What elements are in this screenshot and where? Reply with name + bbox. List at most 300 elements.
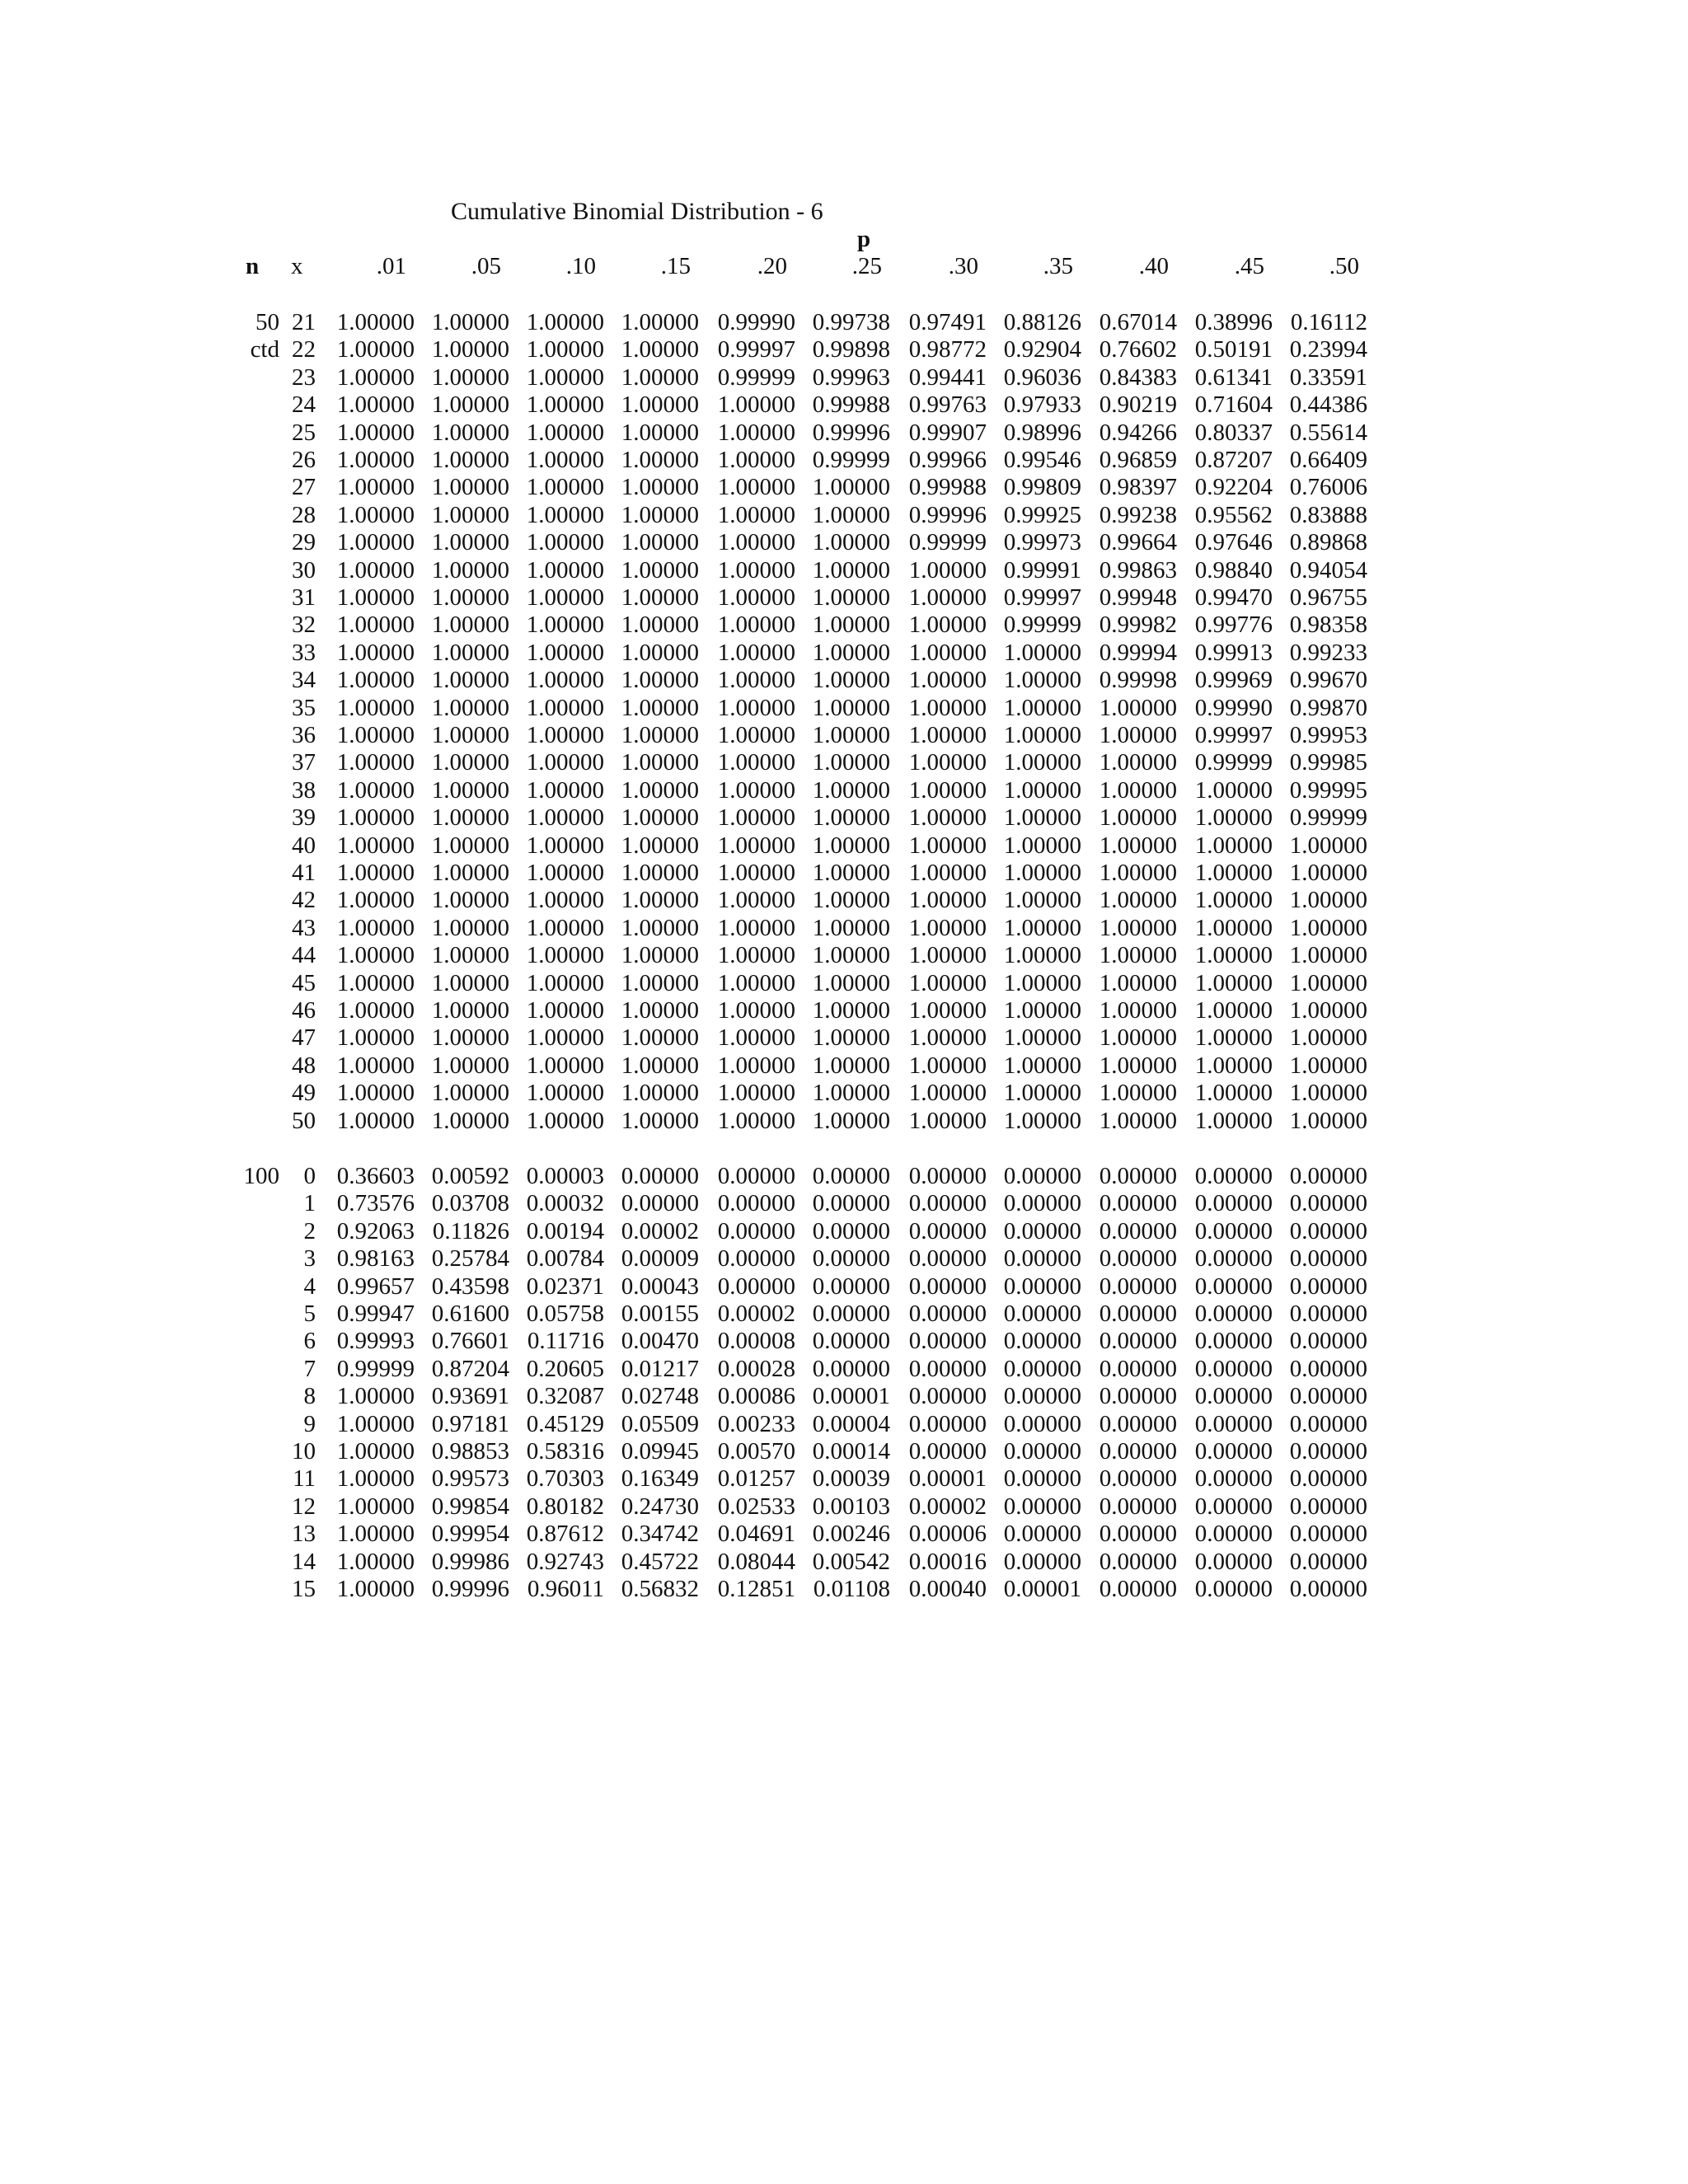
table-cell: 1.00000 (1099, 722, 1177, 748)
table-cell: 0.88126 (1003, 309, 1081, 335)
table-cell: 0.00000 (908, 1301, 987, 1327)
p-value-header: .30 (948, 253, 978, 279)
table-cell: 0.00103 (812, 1493, 890, 1520)
table-cell: 0.61600 (431, 1301, 509, 1327)
x-value: 1 (303, 1190, 316, 1217)
table-cell: 0.00000 (1289, 1493, 1367, 1520)
x-value: 37 (292, 749, 316, 776)
table-cell: 1.00000 (621, 887, 699, 914)
table-cell: 1.00000 (526, 887, 604, 914)
table-cell: 1.00000 (812, 804, 890, 832)
table-cell: 1.00000 (526, 776, 604, 804)
page-title: Cumulative Binomial Distribution - 6 (451, 198, 823, 225)
table-cell: 1.00000 (431, 501, 509, 528)
table-cell: 0.32087 (526, 1383, 604, 1410)
table-cell: 1.00000 (812, 1107, 890, 1134)
table-cell: 1.00000 (812, 667, 890, 694)
table-cell: 1.00000 (431, 722, 509, 748)
table-cell: 1.00000 (717, 914, 795, 941)
table-cell: 0.87207 (1194, 447, 1273, 473)
table-cell: 1.00000 (336, 1410, 415, 1437)
table-cell: 0.70303 (526, 1465, 604, 1493)
table-cell: 0.99993 (336, 1328, 415, 1355)
table-cell: 1.00000 (336, 612, 415, 639)
table-cell: 1.00000 (336, 1465, 415, 1493)
p-value-header: .50 (1329, 253, 1359, 279)
table-cell: 0.00000 (1289, 1355, 1367, 1382)
table-cell: 1.00000 (908, 942, 987, 969)
table-cell: 0.33591 (1289, 363, 1367, 391)
table-cell: 0.00000 (908, 1163, 987, 1189)
table-cell: 0.99999 (1194, 749, 1273, 776)
table-cell: 0.00000 (908, 1355, 987, 1382)
table-cell: 0.99999 (1289, 804, 1367, 832)
table-cell: 1.00000 (1194, 832, 1273, 859)
table-cell: 0.00000 (1289, 1438, 1367, 1465)
table-cell: 1.00000 (621, 722, 699, 748)
table-cell: 1.00000 (717, 556, 795, 583)
x-column-header: x (291, 253, 303, 279)
table-cell: 0.76602 (1099, 336, 1177, 363)
table-cell: 1.00000 (336, 914, 415, 941)
table-cell: 1.00000 (1003, 887, 1081, 914)
table-cell: 0.99988 (812, 391, 890, 419)
table-cell: 0.00000 (1003, 1465, 1081, 1493)
table-cell: 0.00000 (1289, 1301, 1367, 1327)
table-cell: 1.00000 (812, 969, 890, 996)
table-cell: 0.99985 (1289, 749, 1367, 776)
table-cell: 0.99991 (1003, 556, 1081, 583)
table-cell: 0.00009 (621, 1245, 699, 1272)
table-cell: 1.00000 (908, 1024, 987, 1052)
table-cell: 1.00000 (717, 419, 795, 446)
table-cell: 0.00000 (1099, 1493, 1177, 1520)
table-cell: 1.00000 (908, 887, 987, 914)
table-cell: 0.94266 (1099, 419, 1177, 446)
table-cell: 0.99982 (1099, 612, 1177, 639)
table-cell: 1.00000 (1003, 639, 1081, 666)
table-cell: 0.00000 (1289, 1576, 1367, 1602)
table-cell: 0.00040 (908, 1576, 987, 1602)
table-cell: 0.00000 (1003, 1301, 1081, 1327)
table-cell: 1.00000 (431, 584, 509, 611)
table-cell: 1.00000 (526, 832, 604, 859)
x-value: 38 (292, 776, 316, 804)
table-cell: 1.00000 (717, 1080, 795, 1107)
table-cell: 0.99973 (1003, 529, 1081, 556)
table-cell: 0.99870 (1289, 694, 1367, 721)
table-cell: 1.00000 (431, 1024, 509, 1052)
table-cell: 0.99854 (431, 1493, 509, 1520)
table-cell: 1.00000 (526, 419, 604, 446)
table-cell: 0.38996 (1194, 309, 1273, 335)
x-value: 49 (292, 1080, 316, 1107)
table-cell: 1.00000 (908, 667, 987, 694)
table-cell: 1.00000 (526, 860, 604, 886)
table-cell: 0.02748 (621, 1383, 699, 1410)
table-cell: 0.99898 (812, 336, 890, 363)
table-cell: 1.00000 (621, 667, 699, 694)
table-cell: 0.99954 (431, 1521, 509, 1548)
table-cell: 0.50191 (1194, 336, 1273, 363)
table-cell: 1.00000 (1099, 804, 1177, 832)
table-cell: 0.92904 (1003, 336, 1081, 363)
table-cell: 0.00000 (812, 1328, 890, 1355)
table-cell: 1.00000 (526, 501, 604, 528)
table-cell: 1.00000 (1289, 1107, 1367, 1134)
table-cell: 0.12851 (717, 1576, 795, 1602)
table-cell: 1.00000 (908, 997, 987, 1024)
table-cell: 1.00000 (621, 914, 699, 941)
table-cell: 0.99925 (1003, 501, 1081, 528)
table-cell: 0.00000 (1194, 1521, 1273, 1548)
table-cell: 1.00000 (1003, 667, 1081, 694)
table-cell: 0.00000 (717, 1190, 795, 1217)
table-cell: 0.00000 (908, 1438, 987, 1465)
table-cell: 0.00000 (1194, 1301, 1273, 1327)
table-cell: 0.00000 (1003, 1548, 1081, 1575)
table-cell: 0.99953 (1289, 722, 1367, 748)
table-cell: 0.80337 (1194, 419, 1273, 446)
table-cell: 0.87612 (526, 1521, 604, 1548)
table-cell: 1.00000 (812, 529, 890, 556)
table-cell: 0.00000 (1099, 1163, 1177, 1189)
table-cell: 1.00000 (1289, 887, 1367, 914)
table-cell: 0.00000 (1003, 1438, 1081, 1465)
table-cell: 1.00000 (526, 336, 604, 363)
table-cell: 1.00000 (526, 447, 604, 473)
x-value: 10 (292, 1438, 316, 1465)
table-cell: 1.00000 (336, 1080, 415, 1107)
p-value-header: .45 (1234, 253, 1264, 279)
table-cell: 1.00000 (1099, 776, 1177, 804)
table-cell: 0.00000 (1099, 1190, 1177, 1217)
table-cell: 0.99969 (1194, 667, 1273, 694)
table-cell: 1.00000 (1289, 1080, 1367, 1107)
table-cell: 0.00000 (1289, 1163, 1367, 1189)
table-cell: 0.00000 (1099, 1301, 1177, 1327)
table-cell: 0.00000 (1003, 1521, 1081, 1548)
x-value: 11 (293, 1465, 316, 1493)
table-cell: 0.98996 (1003, 419, 1081, 446)
table-cell: 0.45129 (526, 1410, 604, 1437)
table-cell: 0.00002 (621, 1217, 699, 1244)
table-cell: 1.00000 (621, 969, 699, 996)
x-value: 28 (292, 501, 316, 528)
table-cell: 1.00000 (812, 722, 890, 748)
table-cell: 1.00000 (336, 556, 415, 583)
table-cell: 1.00000 (908, 969, 987, 996)
table-cell: 0.99913 (1194, 639, 1273, 666)
table-cell: 0.00000 (1003, 1355, 1081, 1382)
table-cell: 0.00000 (1003, 1245, 1081, 1272)
table-cell: 1.00000 (1194, 776, 1273, 804)
table-cell: 0.00001 (1003, 1576, 1081, 1602)
table-cell: 1.00000 (1003, 1080, 1081, 1107)
table-cell: 0.99996 (812, 419, 890, 446)
table-cell: 0.00032 (526, 1190, 604, 1217)
table-cell: 0.00000 (1289, 1217, 1367, 1244)
table-cell: 1.00000 (621, 363, 699, 391)
table-cell: 0.99657 (336, 1272, 415, 1300)
table-cell: 1.00000 (812, 501, 890, 528)
table-cell: 1.00000 (717, 529, 795, 556)
x-value: 23 (292, 363, 316, 391)
table-cell: 1.00000 (431, 336, 509, 363)
table-cell: 1.00000 (526, 584, 604, 611)
table-cell: 0.67014 (1099, 309, 1177, 335)
table-cell: 0.00000 (717, 1217, 795, 1244)
table-cell: 1.00000 (336, 694, 415, 721)
table-cell: 0.00086 (717, 1383, 795, 1410)
table-cell: 1.00000 (431, 529, 509, 556)
table-cell: 0.99996 (431, 1576, 509, 1602)
table-cell: 0.97646 (1194, 529, 1273, 556)
x-value: 0 (303, 1163, 316, 1189)
table-cell: 1.00000 (908, 776, 987, 804)
table-cell: 1.00000 (1003, 832, 1081, 859)
table-cell: 1.00000 (908, 556, 987, 583)
table-cell: 0.73576 (336, 1190, 415, 1217)
table-cell: 1.00000 (717, 667, 795, 694)
table-cell: 1.00000 (908, 1052, 987, 1079)
table-cell: 1.00000 (431, 447, 509, 473)
table-cell: 0.00000 (812, 1245, 890, 1272)
table-cell: 1.00000 (526, 804, 604, 832)
table-cell: 1.00000 (526, 749, 604, 776)
table-cell: 0.58316 (526, 1438, 604, 1465)
table-cell: 0.00000 (1099, 1438, 1177, 1465)
table-cell: 1.00000 (336, 309, 415, 335)
table-cell: 1.00000 (431, 804, 509, 832)
table-cell: 1.00000 (717, 1107, 795, 1134)
table-cell: 0.08044 (717, 1548, 795, 1575)
table-cell: 1.00000 (621, 749, 699, 776)
table-cell: 0.98840 (1194, 556, 1273, 583)
p-value-header: .25 (851, 253, 882, 279)
table-cell: 0.00000 (1289, 1383, 1367, 1410)
table-cell: 0.00003 (526, 1163, 604, 1189)
table-cell: 1.00000 (336, 1548, 415, 1575)
table-cell: 1.00000 (717, 749, 795, 776)
x-value: 8 (303, 1383, 316, 1410)
table-cell: 0.97181 (431, 1410, 509, 1437)
table-cell: 0.00000 (812, 1272, 890, 1300)
table-cell: 0.99738 (812, 309, 890, 335)
table-cell: 1.00000 (1194, 997, 1273, 1024)
table-cell: 0.00000 (1194, 1272, 1273, 1300)
table-cell: 1.00000 (908, 1080, 987, 1107)
table-cell: 1.00000 (908, 804, 987, 832)
table-cell: 1.00000 (908, 860, 987, 886)
table-cell: 0.02533 (717, 1493, 795, 1520)
table-cell: 0.00000 (621, 1190, 699, 1217)
table-cell: 1.00000 (908, 639, 987, 666)
table-cell: 0.80182 (526, 1493, 604, 1520)
table-cell: 0.00000 (1289, 1272, 1367, 1300)
table-cell: 1.00000 (336, 1107, 415, 1134)
table-cell: 1.00000 (1003, 722, 1081, 748)
x-value: 43 (292, 914, 316, 941)
table-cell: 0.99470 (1194, 584, 1273, 611)
x-value: 40 (292, 832, 316, 859)
table-cell: 0.00000 (1194, 1383, 1273, 1410)
table-cell: 0.99999 (812, 447, 890, 473)
x-value: 15 (292, 1576, 316, 1602)
table-cell: 1.00000 (717, 639, 795, 666)
table-cell: 1.00000 (431, 556, 509, 583)
table-cell: 0.00004 (812, 1410, 890, 1437)
table-cell: 1.00000 (1289, 1052, 1367, 1079)
table-cell: 0.00000 (621, 1163, 699, 1189)
table-cell: 1.00000 (526, 1107, 604, 1134)
table-cell: 0.00194 (526, 1217, 604, 1244)
table-cell: 1.00000 (621, 1024, 699, 1052)
table-cell: 1.00000 (431, 1107, 509, 1134)
x-value: 34 (292, 667, 316, 694)
table-cell: 1.00000 (431, 1080, 509, 1107)
table-cell: 0.99776 (1194, 612, 1273, 639)
table-cell: 1.00000 (812, 1052, 890, 1079)
table-cell: 1.00000 (621, 584, 699, 611)
table-cell: 1.00000 (717, 612, 795, 639)
table-cell: 0.00000 (1289, 1328, 1367, 1355)
table-cell: 0.00233 (717, 1410, 795, 1437)
table-cell: 1.00000 (526, 942, 604, 969)
table-cell: 0.99999 (1003, 612, 1081, 639)
table-cell: 0.99999 (336, 1355, 415, 1382)
table-cell: 1.00000 (812, 556, 890, 583)
table-cell: 1.00000 (717, 474, 795, 501)
table-cell: 1.00000 (1194, 1107, 1273, 1134)
table-cell: 0.96755 (1289, 584, 1367, 611)
table-cell: 1.00000 (621, 776, 699, 804)
table-cell: 0.98163 (336, 1245, 415, 1272)
table-cell: 1.00000 (812, 474, 890, 501)
table-cell: 1.00000 (336, 474, 415, 501)
table-cell: 1.00000 (621, 529, 699, 556)
table-cell: 0.98853 (431, 1438, 509, 1465)
table-cell: 1.00000 (812, 914, 890, 941)
table-cell: 1.00000 (812, 749, 890, 776)
table-cell: 0.99907 (908, 419, 987, 446)
table-cell: 0.87204 (431, 1355, 509, 1382)
table-cell: 0.97933 (1003, 391, 1081, 419)
table-cell: 1.00000 (1194, 1080, 1273, 1107)
x-value: 48 (292, 1052, 316, 1079)
table-cell: 0.00000 (717, 1272, 795, 1300)
table-cell: 1.00000 (812, 584, 890, 611)
table-cell: 1.00000 (336, 887, 415, 914)
table-cell: 1.00000 (908, 612, 987, 639)
table-cell: 0.99546 (1003, 447, 1081, 473)
table-cell: 1.00000 (717, 887, 795, 914)
table-cell: 1.00000 (431, 309, 509, 335)
table-cell: 0.98772 (908, 336, 987, 363)
table-cell: 0.71604 (1194, 391, 1273, 419)
table-cell: 1.00000 (717, 584, 795, 611)
x-value: 24 (292, 391, 316, 419)
table-cell: 1.00000 (621, 804, 699, 832)
table-cell: 0.99238 (1099, 501, 1177, 528)
table-cell: 0.00000 (1194, 1217, 1273, 1244)
table-cell: 0.00000 (1099, 1217, 1177, 1244)
table-cell: 1.00000 (621, 832, 699, 859)
table-cell: 0.00000 (717, 1163, 795, 1189)
table-cell: 1.00000 (526, 1024, 604, 1052)
table-cell: 0.00001 (908, 1465, 987, 1493)
x-value: 33 (292, 639, 316, 666)
x-value: 45 (292, 969, 316, 996)
table-cell: 0.00000 (1003, 1190, 1081, 1217)
table-cell: 0.99670 (1289, 667, 1367, 694)
x-value: 39 (292, 804, 316, 832)
table-cell: 1.00000 (908, 1107, 987, 1134)
table-cell: 1.00000 (1194, 1052, 1273, 1079)
table-cell: 1.00000 (336, 832, 415, 859)
table-cell: 0.00470 (621, 1328, 699, 1355)
table-cell: 0.00016 (908, 1548, 987, 1575)
table-cell: 1.00000 (1194, 860, 1273, 886)
table-cell: 0.00000 (908, 1383, 987, 1410)
table-cell: 0.61341 (1194, 363, 1273, 391)
table-cell: 1.00000 (1289, 1024, 1367, 1052)
table-cell: 1.00000 (336, 749, 415, 776)
table-cell: 0.43598 (431, 1272, 509, 1300)
table-cell: 0.99997 (717, 336, 795, 363)
table-cell: 1.00000 (717, 447, 795, 473)
x-value: 22 (292, 336, 316, 363)
x-value: 29 (292, 529, 316, 556)
table-cell: 1.00000 (336, 776, 415, 804)
table-cell: 0.01217 (621, 1355, 699, 1382)
table-cell: 1.00000 (1099, 887, 1177, 914)
table-cell: 0.99963 (812, 363, 890, 391)
table-cell: 0.00000 (1003, 1383, 1081, 1410)
table-cell: 1.00000 (526, 722, 604, 748)
table-cell: 1.00000 (336, 804, 415, 832)
table-cell: 1.00000 (431, 667, 509, 694)
table-cell: 0.97491 (908, 309, 987, 335)
table-cell: 1.00000 (717, 1024, 795, 1052)
table-cell: 0.99997 (1194, 722, 1273, 748)
table-cell: 1.00000 (1003, 1107, 1081, 1134)
table-cell: 1.00000 (908, 722, 987, 748)
table-cell: 1.00000 (431, 887, 509, 914)
table-cell: 0.00006 (908, 1521, 987, 1548)
table-cell: 1.00000 (1194, 969, 1273, 996)
table-cell: 0.89868 (1289, 529, 1367, 556)
table-cell: 0.99573 (431, 1465, 509, 1493)
x-value: 13 (292, 1521, 316, 1548)
x-value: 46 (292, 997, 316, 1024)
x-value: 5 (303, 1301, 316, 1327)
table-cell: 0.00592 (431, 1163, 509, 1189)
table-cell: 0.05509 (621, 1410, 699, 1437)
table-cell: 0.00000 (1099, 1410, 1177, 1437)
table-cell: 1.00000 (431, 391, 509, 419)
table-cell: 1.00000 (1289, 914, 1367, 941)
table-cell: 0.99441 (908, 363, 987, 391)
table-cell: 1.00000 (1099, 832, 1177, 859)
table-cell: 0.00000 (812, 1301, 890, 1327)
table-cell: 1.00000 (621, 612, 699, 639)
table-cell: 0.00000 (1194, 1576, 1273, 1602)
table-cell: 1.00000 (621, 1107, 699, 1134)
table-cell: 1.00000 (621, 447, 699, 473)
table-cell: 0.94054 (1289, 556, 1367, 583)
table-cell: 1.00000 (621, 419, 699, 446)
